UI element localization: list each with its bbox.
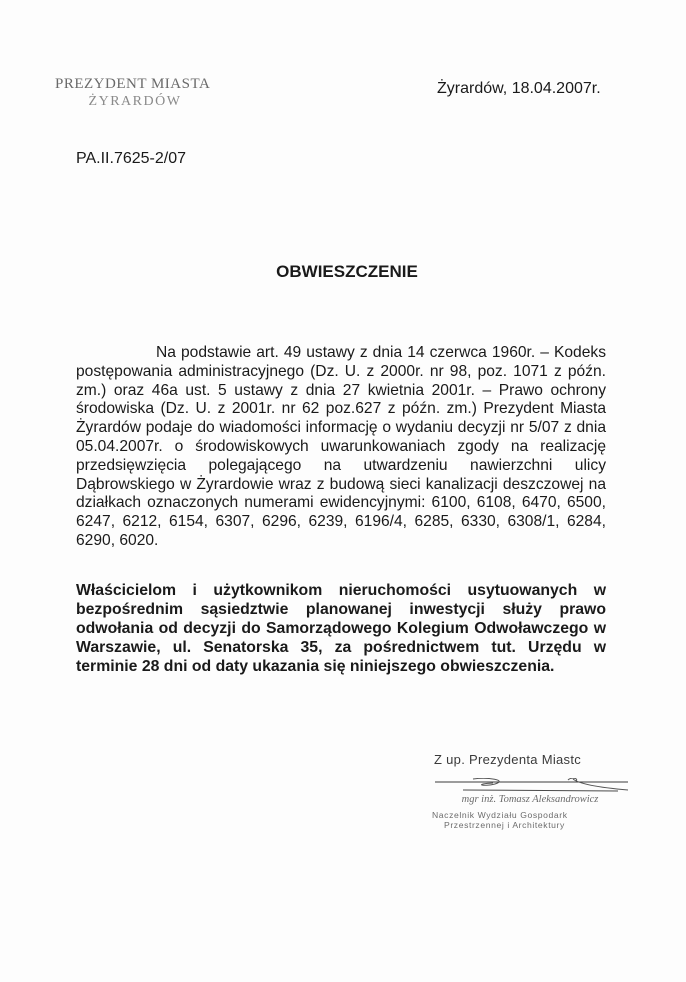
stamp-line-1: PREZYDENT MIASTA: [55, 76, 211, 92]
document-heading: OBWIESZCZENIE: [276, 262, 418, 281]
appeal-notice-paragraph: Właścicielom i użytkownikom nieruchomości usytuowanych w bezpośrednim sąsiedztwie planowanej inwestycji służy prawo odwołania od decyzji do Samorządowego Kolegium Odwoławczego w Warszawie, ul. Senatorska 35, za pośrednictwem tut. Urzędu w terminie 28 dni od daty ukazania się niniejszego obwieszczenia.: [76, 582, 606, 675]
signatory-name: mgr inż. Tomasz Aleksandrowicz: [461, 794, 599, 805]
signature-block: [430, 752, 630, 830]
stamp-line-2: ŻYRARDÓW: [88, 94, 182, 109]
document-date: Żyrardów, 18.04.2007r.: [437, 80, 601, 97]
reference-number: PA.II.7625-2/07: [76, 150, 186, 167]
body-paragraph: Na podstawie art. 49 ustawy z dnia 14 czerwca 1960r. – Kodeks postępowania administracyjnego (Dz. U. z 2000r. nr 98, poz. 1071 z późn. zm.) oraz 46a ust. 5 ustawy z dnia 27 kwietnia 2001r. – Prawo ochrony środowiska (Dz. U. z 2001r. nr 62 poz.627 z późn. zm.) Prezydent Miasta Żyrardów podaje do wiadomości informację o wydaniu decyzji nr 5/07 z dnia 05.04.2007r. o środowiskowych uwarunkowaniach zgody na realizację przedsięwzięcia polegającego na utwardzeniu nawierzchni ulicy Dąbrowskiego w Żyrardowie wraz z budową sieci kanalizacji deszczowej na działkach oznaczonych numerami ewidencyjnymi: 6100, 6108, 6470, 6500, 6247, 6212, 6154, 6307, 6296, 6239, 6196/4, 6285, 6330, 6308/1, 6284, 6290, 6020.: [76, 344, 606, 549]
office-stamp: [55, 76, 235, 110]
signatory-title-line-1: Naczelnik Wydziału Gospodark: [432, 810, 568, 820]
signatory-title-line-2: Przestrzennej i Architektury: [444, 820, 565, 830]
signature-authorization: Z up. Prezydenta Miastc: [434, 752, 582, 767]
